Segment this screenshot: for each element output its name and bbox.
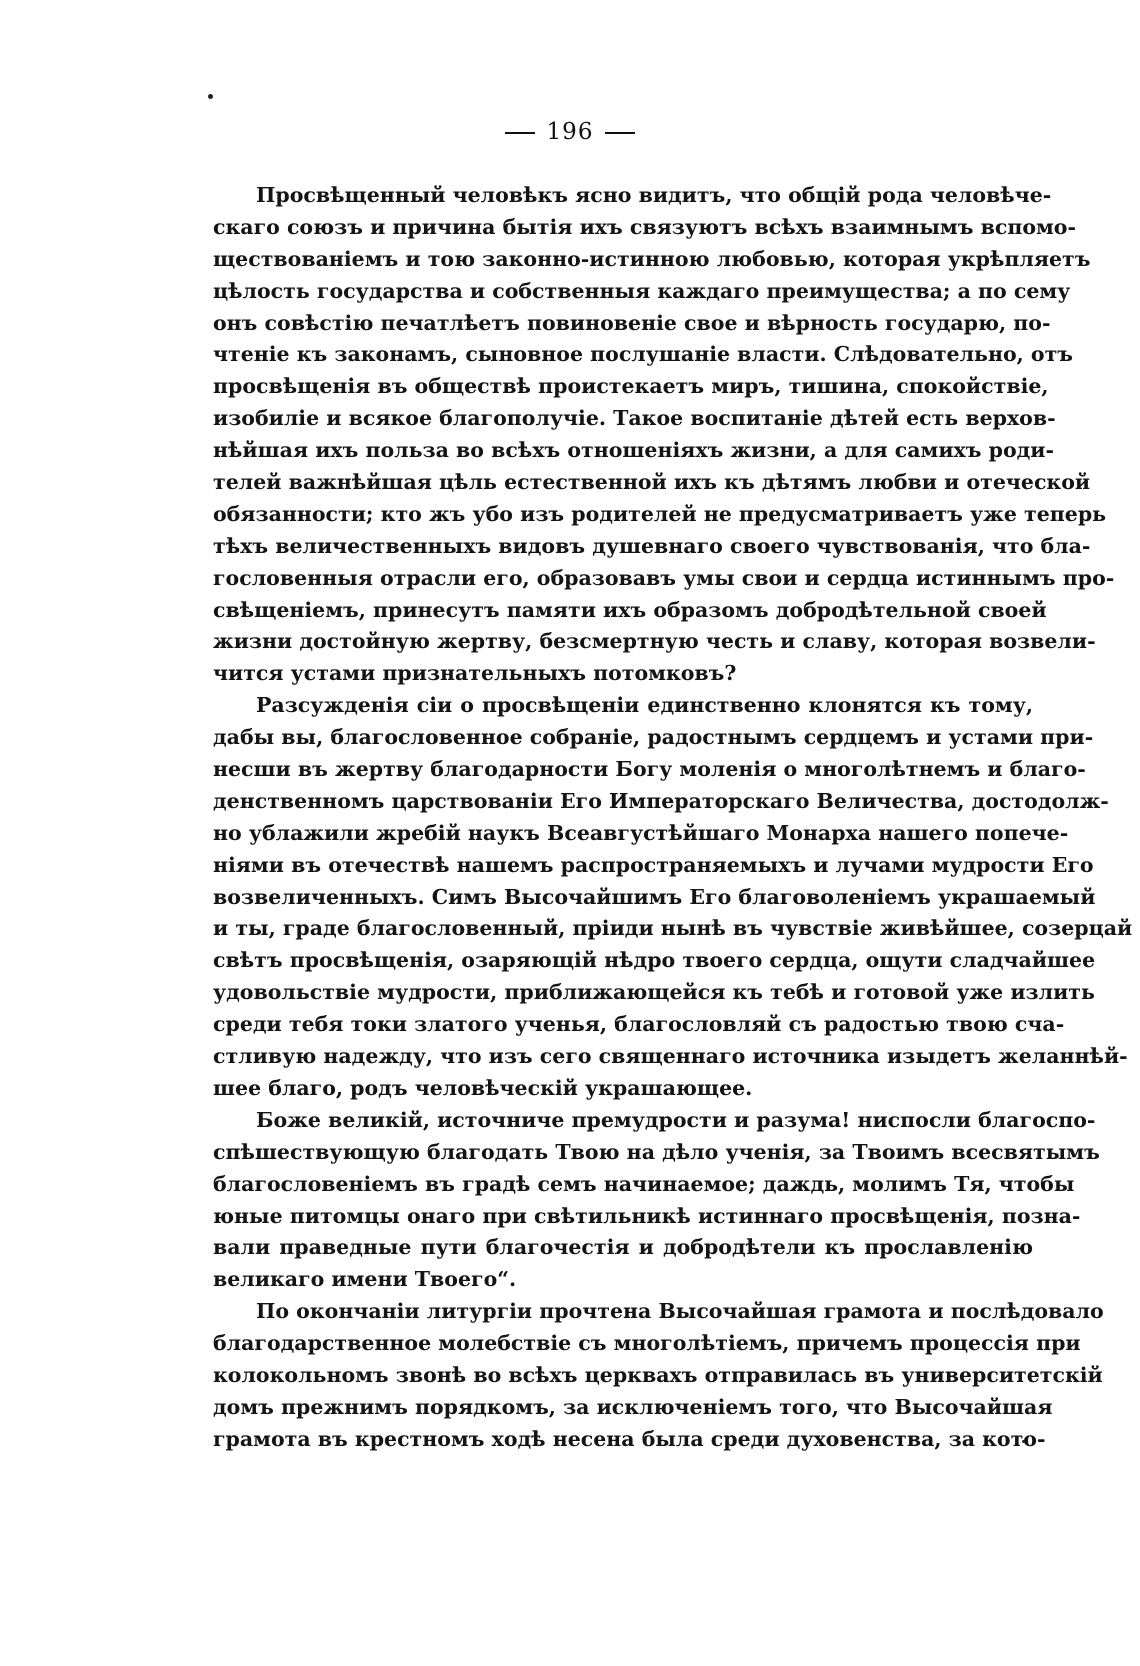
- text-line: домъ прежнимъ порядкомъ, за исключеніемъ того, что Высочайшая: [213, 1394, 1053, 1419]
- page-number: 196: [546, 119, 594, 145]
- text-line: колокольномъ звонѣ во всѣхъ церквахъ отправилась въ университетскій: [213, 1362, 1103, 1387]
- text-line: нѣйшая ихъ польза во всѣхъ отношеніяхъ жизни, а для самихъ роди-: [213, 438, 1055, 463]
- text-line: дабы вы, благословенное собраніе, радостнымъ сердцемъ и устами при-: [213, 725, 1094, 750]
- text-line: грамота въ крестномъ ходѣ несена была среди духовенства, за кото-: [213, 1426, 1046, 1451]
- text-line: чтеніе къ законамъ, сыновное послушаніе власти. Слѣдовательно, отъ: [213, 342, 1074, 367]
- text-line: Просвѣщенный человѣкъ ясно видитъ, что общій рода человѣче-: [256, 183, 1052, 207]
- page-number-header: [0, 119, 1140, 145]
- ink-speck: [208, 94, 213, 99]
- text-line: стливую надежду, что изъ сего священнаго источника изыдетъ желаннѣй-: [213, 1044, 1128, 1069]
- text-line: По окончаніи литургіи прочтена Высочайшая грамота и послѣдовало: [256, 1299, 1104, 1324]
- text-line: среди тебя токи златого ученья, благословляй съ радостью твою сча-: [213, 1012, 1065, 1037]
- text-line: ществованіемъ и тою законно-истинною любовью, которая укрѣпляетъ: [213, 246, 1091, 271]
- text-line: тѣхъ величественныхъ видовъ душевнаго своего чувствованія, что бла-: [213, 533, 1091, 558]
- text-line: шее благо, родъ человѣческій украшающее.: [213, 1075, 753, 1100]
- text-line: жизни достойную жертву, безсмертную честь и славу, которая возвели-: [213, 629, 1096, 654]
- text-line: но ублажили жребій наукъ Всеавгустѣйшаго Монарха нашего попече-: [213, 820, 1069, 845]
- paragraph: [213, 180, 1115, 690]
- text-line: цѣлость государства и собственныя каждаго преимущества; а по сему: [213, 278, 1071, 303]
- paragraph: [213, 1105, 1100, 1296]
- paragraph: [213, 1296, 1104, 1455]
- dash-right: [605, 132, 635, 134]
- text-line: свѣщеніемъ, принесутъ памяти ихъ образомъ добродѣтельной своей: [213, 597, 1047, 622]
- text-line: и ты, граде благословенный, пріиди нынѣ въ чувствіе живѣйшее, созерцай: [213, 916, 1133, 941]
- text-line: благодарственное молебствіе съ многолѣтіемъ, причемъ процессія при: [213, 1331, 1081, 1356]
- text-line: скаго союзъ и причина бытія ихъ связуютъ всѣхъ взаимнымъ вспомо-: [213, 214, 1076, 239]
- text-line: просвѣщенія въ обществѣ проистекаетъ миръ, тишина, спокойствіе,: [213, 374, 1049, 399]
- text-line: свѣтъ просвѣщенія, озаряющій нѣдро твоего сердца, ощути сладчайшее: [213, 948, 1096, 973]
- text-line: спѣшествующую благодать Твою на дѣло ученія, за Твоимъ всесвятымъ: [213, 1139, 1100, 1164]
- body-text: [213, 180, 1133, 1456]
- text-line: удовольствіе мудрости, приближающейся къ тебѣ и готовой уже излить: [213, 980, 1095, 1005]
- text-line: изобиліе и всякое благополучіе. Такое воспитаніе дѣтей есть верхов-: [213, 406, 1056, 431]
- text-line: денственномъ царствованіи Его Императорскаго Величества, достодолж-: [213, 788, 1109, 813]
- text-line: телей важнѣйшая цѣль естественной ихъ къ дѣтямъ любви и отеческой: [213, 470, 1091, 495]
- text-line: Боже великій, источниче премудрости и разума! ниспосли благоспо-: [256, 1107, 1096, 1132]
- text-line: чится устами признательныхъ потомковъ?: [213, 661, 737, 686]
- text-line: великаго имени Твоего“.: [213, 1267, 517, 1292]
- text-line: юные питомцы онаго при свѣтильникѣ истиннаго просвѣщенія, позна-: [213, 1203, 1081, 1228]
- text-line: возвеличенныхъ. Симъ Высочайшимъ Его благоволеніемъ украшаемый: [213, 884, 1096, 909]
- text-line: благословеніемъ въ градѣ семъ начинаемое; даждь, молимъ Тя, чтобы: [213, 1171, 1075, 1196]
- text-line: несши въ жертву благодарности Богу моленія о многолѣтнемъ и благо-: [213, 757, 1086, 782]
- text-line: ніями въ отечествѣ нашемъ распространяемыхъ и лучами мудрости Его: [213, 852, 1094, 877]
- text-line: Разсужденія сіи о просвѣщеніи единственно клонятся къ тому,: [256, 693, 1033, 718]
- text-line: обязанности; кто жъ убо изъ родителей не предусматриваетъ уже теперь: [213, 501, 1107, 526]
- text-line: гословенныя отрасли его, образовавъ умы свои и сердца истиннымъ про-: [213, 565, 1115, 590]
- paragraph: [213, 690, 1133, 1105]
- text-line: онъ совѣстію печатлѣетъ повиновеніе свое и вѣрность государю, по-: [213, 310, 1051, 335]
- dash-left: [505, 132, 535, 134]
- text-line: вали праведные пути благочестія и добродѣтели къ прославленію: [213, 1235, 1033, 1260]
